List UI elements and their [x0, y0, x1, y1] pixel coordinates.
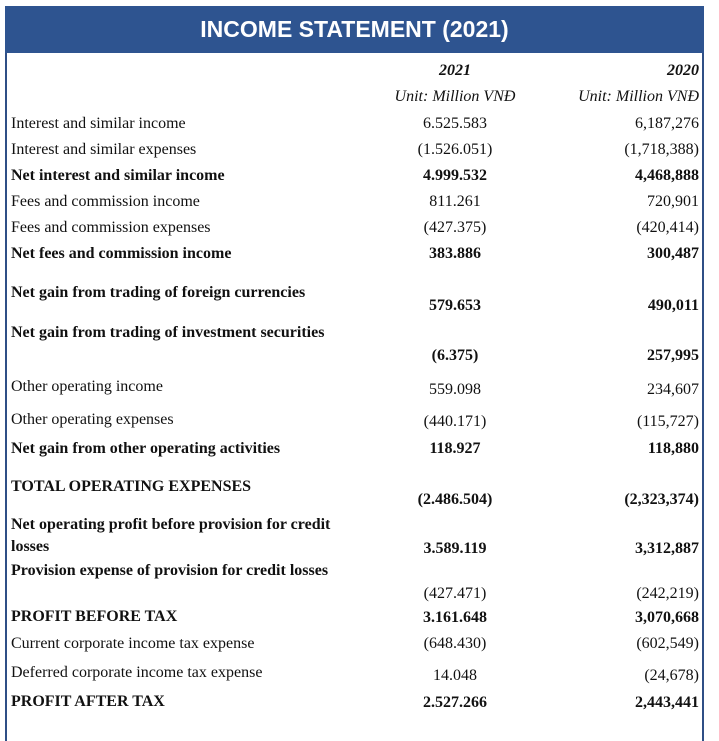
- value-2020: (1,718,388): [624, 141, 699, 158]
- value-2021: (440.171): [423, 413, 487, 430]
- value-2020: (115,727): [636, 413, 699, 430]
- row-label: Interest and similar expenses: [11, 141, 197, 158]
- row-label: Net fees and commission income: [11, 245, 232, 262]
- value-2021: 118.927: [429, 440, 481, 457]
- row-label: Provision expense of provision for credit losses: [11, 562, 329, 579]
- row-label: Other operating income: [11, 378, 163, 395]
- row-label: Net interest and similar income: [11, 167, 225, 184]
- value-2020: 300,487: [647, 245, 699, 262]
- value-2020: 6,187,276: [635, 115, 699, 132]
- row-label: Fees and commission expenses: [11, 219, 211, 236]
- value-2020: 3,312,887: [635, 540, 699, 557]
- value-2020: (602,549): [636, 635, 699, 652]
- value-2020: 4,468,888: [635, 167, 699, 184]
- value-2021: (427.375): [423, 219, 487, 236]
- value-2021: 4.999.532: [423, 167, 487, 184]
- value-2021: 3.161.648: [423, 609, 487, 626]
- value-2021: 2.527.266: [423, 694, 487, 711]
- value-2021: (6.375): [431, 347, 479, 364]
- year-2020-header: 2020: [667, 62, 699, 79]
- value-2021: 579.653: [429, 297, 481, 314]
- year-2021-header: 2021: [439, 62, 471, 79]
- value-2021: 811.261: [429, 193, 481, 210]
- value-2020: 118,880: [647, 440, 699, 457]
- row-label: Current corporate income tax expense: [11, 635, 255, 652]
- value-2020: 257,995: [647, 347, 699, 364]
- value-2020: (2,323,374): [624, 491, 699, 508]
- value-2021: 14.048: [433, 667, 477, 684]
- row-label: Other operating expenses: [11, 411, 174, 428]
- row-label: Interest and similar income: [11, 115, 186, 132]
- row-label: PROFIT BEFORE TAX: [11, 608, 178, 625]
- row-label: Fees and commission income: [11, 193, 200, 210]
- row-label: Net operating profit before provision for credit losses: [11, 516, 331, 555]
- value-2020: 2,443,441: [635, 694, 699, 711]
- statement-title: INCOME STATEMENT (2021): [5, 6, 704, 53]
- value-2020: 490,011: [647, 297, 699, 314]
- value-2020: (242,219): [636, 585, 699, 602]
- row-label: Net gain from other operating activities: [11, 440, 281, 457]
- row-label: Net gain from trading of foreign currencies: [11, 284, 306, 301]
- row-label: TOTAL OPERATING EXPENSES: [11, 478, 252, 495]
- value-2021: (427.471): [423, 585, 487, 602]
- value-2020: 3,070,668: [635, 609, 699, 626]
- value-2021: 3.589.119: [423, 540, 487, 557]
- value-2021: (2.486.504): [417, 491, 493, 508]
- value-2020: (24,678): [644, 667, 699, 684]
- value-2021: (648.430): [423, 635, 487, 652]
- row-label: Deferred corporate income tax expense: [11, 664, 263, 681]
- row-label: PROFIT AFTER TAX: [11, 693, 165, 710]
- value-2021: 559.098: [429, 381, 481, 398]
- unit-2020-header: Unit: Million VNĐ: [578, 88, 699, 105]
- value-2021: (1.526.051): [417, 141, 493, 158]
- row-label: Net gain from trading of investment securities: [11, 324, 325, 341]
- value-2020: 720,901: [647, 193, 699, 210]
- value-2021: 6.525.583: [423, 115, 487, 132]
- unit-2021-header: Unit: Million VNĐ: [394, 88, 516, 105]
- value-2021: 383.886: [429, 245, 481, 262]
- value-2020: (420,414): [636, 219, 699, 236]
- value-2020: 234,607: [647, 381, 699, 398]
